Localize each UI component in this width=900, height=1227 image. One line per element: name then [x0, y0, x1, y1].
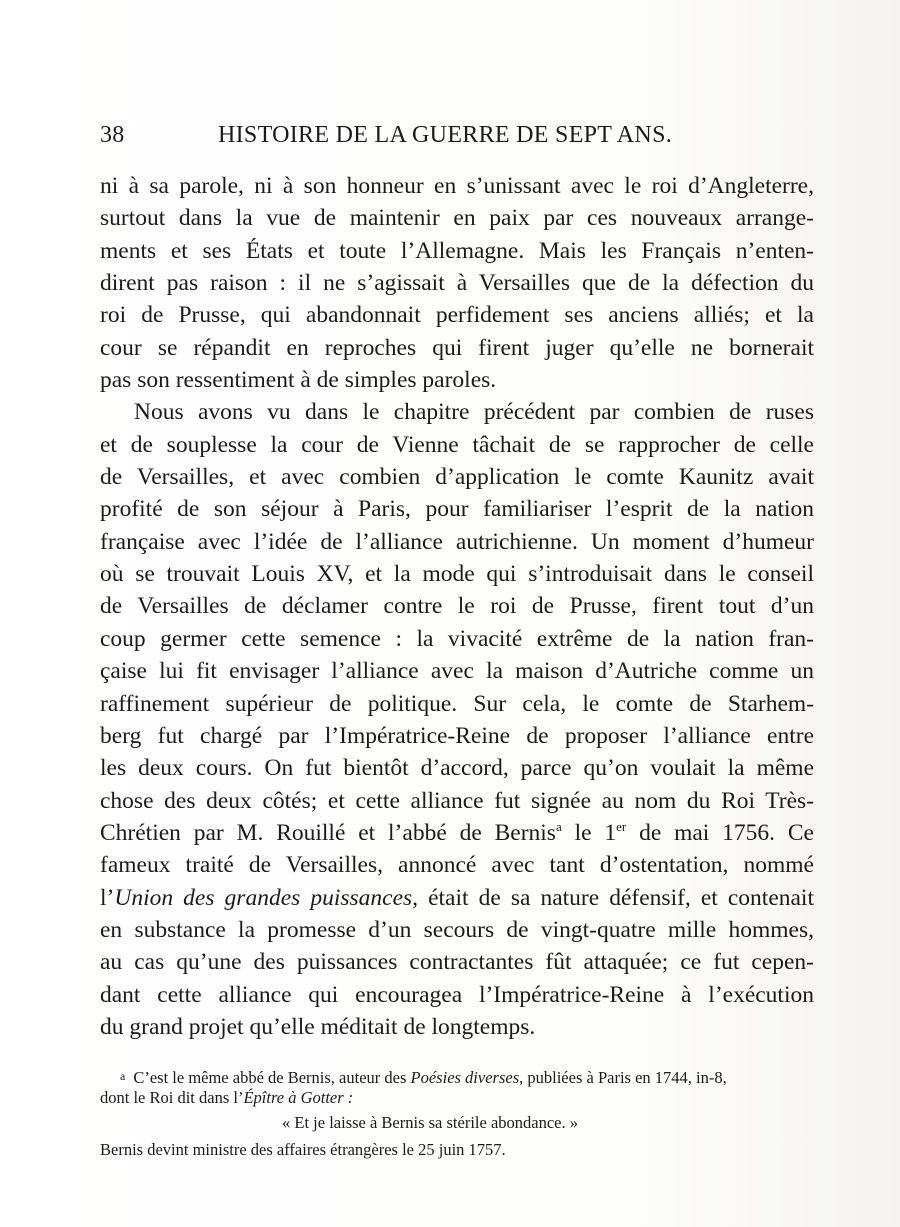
text-line: dant cette alliance qui encouragea l’Impératrice-Reine à l’exécution — [100, 981, 814, 1008]
text-line: en substance la promesse d’un secours de vingt-quatre mille hommes, — [100, 916, 814, 943]
text-line: où se trouvait Louis XV, et la mode qui s’introduisait dans le conseil — [100, 561, 814, 588]
text-line: ni à sa parole, ni à son honneur en s’unissant avec le roi d’Angleterre, — [100, 173, 814, 199]
text-line-with-italic — [100, 882, 814, 914]
text-line: cour se répandit en reproches qui firent juger qu’elle ne bornerait — [100, 334, 814, 361]
text-line: au cas qu’une des puissances contractantes fût attaquée; ce fut cepen- — [100, 949, 814, 976]
text-line: profité de son séjour à Paris, pour familiariser l’esprit de la nation — [100, 496, 814, 523]
text-line: chose des deux côtés; et cette alliance fut signée au nom du Roi Très- — [100, 787, 814, 814]
text-line: de Versailles, et avec combien d’application le comte Kaunitz avait — [100, 464, 814, 491]
ordinal-suffix: er — [616, 818, 627, 834]
italic-title: Union des grandes puissances, — [114, 884, 419, 911]
running-title: HISTOIRE DE LA GUERRE DE SEPT ANS. — [218, 122, 673, 148]
italic-title: Épître à Gotter : — [243, 1088, 354, 1107]
text-line: raffinement supérieur de politique. Sur cela, le comte de Starhem- — [100, 690, 814, 717]
text-segment: l’ — [100, 884, 115, 911]
footnote-marker: a — [120, 1069, 126, 1083]
footnote-reference: a — [555, 818, 562, 834]
page-number: 38 — [100, 122, 125, 148]
text-line: de Versailles de déclamer contre le roi de Prusse, firent tout d’un — [100, 593, 814, 620]
paragraph-2 — [100, 396, 814, 1043]
text-segment: Chrétien par M. Rouillé et l’abbé de Bernis — [100, 819, 556, 846]
footnote-quote: « Et je laisse à Bernis sa stérile abondance. » — [282, 1113, 578, 1132]
text-line: berg fut chargé par l’Impératrice-Reine de proposer l’alliance entre — [100, 722, 814, 749]
text-line: coup germer cette semence : la vivacité extrême de la nation fran- — [100, 625, 814, 652]
text-segment: C’est le même abbé de Bernis, auteur des — [133, 1068, 411, 1087]
paragraph-1 — [100, 170, 814, 396]
text-segment: de mai 1756. Ce — [626, 819, 814, 846]
text-line: et de souplesse la cour de Vienne tâchait de se rapprocher de celle — [100, 431, 814, 458]
text-line-with-note-ref — [100, 817, 814, 849]
text-line: française avec l’idée de l’alliance autrichienne. Un moment d’humeur — [100, 528, 814, 555]
body-text — [100, 170, 814, 1043]
text-line: Nous avons vu dans le chapitre précédent par combien de ruses — [134, 399, 814, 426]
text-line: surtout dans la vue de maintenir en paix par ces nouveaux arrange- — [100, 205, 814, 232]
text-line: fameux traité de Versailles, annoncé avec tant d’ostentation, nommé — [100, 852, 814, 879]
text-line: pas son ressentiment à de simples paroles. — [100, 367, 497, 394]
footnote-line — [100, 1087, 812, 1108]
text-line: roi de Prusse, qui abandonnait perfidement ses anciens alliés; et la — [100, 302, 814, 329]
text-line: dirent pas raison : il ne s’agissait à Versailles que de la défection du — [100, 270, 814, 297]
text-line: çaise lui fit envisager l’alliance avec la maison d’Autriche comme un — [100, 658, 814, 685]
text-segment: le 1 — [561, 819, 617, 846]
italic-title: Poésies diverses, — [410, 1068, 524, 1087]
text-line: du grand projet qu’elle méditait de longtemps. — [100, 1013, 536, 1040]
running-head — [100, 122, 710, 162]
footnote — [100, 1066, 812, 1160]
text-line: ments et ses États et toute l’Allemagne. Mais les Français n’enten- — [100, 237, 814, 264]
footnote-line — [100, 1066, 812, 1087]
text-segment: était de sa nature défensif, et contenait — [418, 884, 814, 911]
text-line: les deux cours. On fut bientôt d’accord, parce qu’on voulait la même — [100, 755, 814, 782]
text-segment: dont le Roi dit dans l’ — [100, 1088, 244, 1107]
footnote-line: Bernis devint ministre des affaires étrangères le 25 juin 1757. — [100, 1140, 506, 1159]
text-segment: publiées à Paris en 1744, in-8, — [523, 1068, 727, 1087]
